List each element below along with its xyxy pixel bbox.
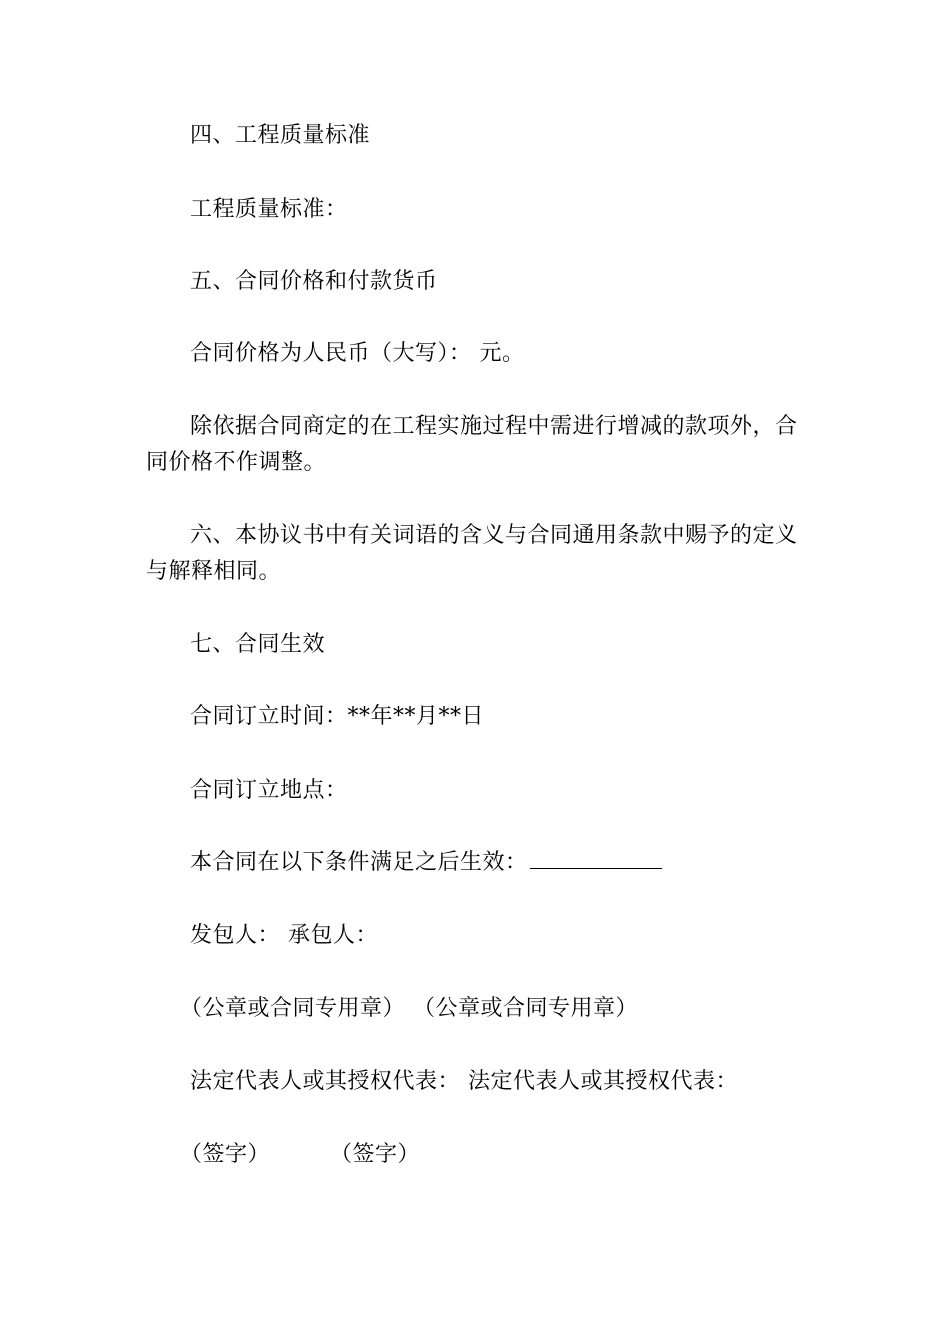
section-5-heading: 五、合同价格和付款货币 <box>190 269 438 294</box>
seal-line <box>146 991 811 1027</box>
contract-price-unit: 元。 <box>479 341 525 366</box>
section-4-heading: 四、工程质量标准 <box>190 123 371 148</box>
contract-price-line <box>146 336 811 372</box>
contractor-label: 承包人： <box>288 923 379 948</box>
contractor-seal-note: （公章或合同专用章） <box>413 996 639 1021</box>
employer-label: 发包人： <box>190 923 281 948</box>
effective-condition-line <box>146 845 811 881</box>
contract-place-line: 合同订立地点： <box>190 778 348 803</box>
contractor-signature-note: （签字） <box>330 1142 421 1167</box>
signature-line <box>146 1137 811 1173</box>
price-adjustment-paragraph: 除依据合同商定的在工程实施过程中需进行增减的款项外，合同价格不作调整。 <box>146 414 798 475</box>
section-6-definitions: 六、本协议书中有关词语的含义与合同通用条款中赐予的定义与解释相同。 <box>146 523 798 584</box>
condition-blank-line <box>530 846 662 869</box>
contractor-representative-label: 法定代表人或其授权代表： <box>468 1069 739 1094</box>
employer-representative-label: 法定代表人或其授权代表： <box>190 1069 461 1094</box>
parties-line <box>146 918 811 954</box>
contract-date-line: 合同订立时间：**年**月**日 <box>190 704 485 729</box>
employer-seal-note: （公章或合同专用章） <box>180 996 406 1021</box>
contract-price-label: 合同价格为人民币（大写）： <box>190 341 472 366</box>
quality-standard-line: 工程质量标准： <box>190 197 348 222</box>
effective-condition-label: 本合同在以下条件满足之后生效： <box>190 850 528 875</box>
section-7-heading: 七、合同生效 <box>190 632 326 657</box>
representative-line <box>146 1064 811 1100</box>
employer-signature-note: （签字） <box>180 1142 271 1167</box>
